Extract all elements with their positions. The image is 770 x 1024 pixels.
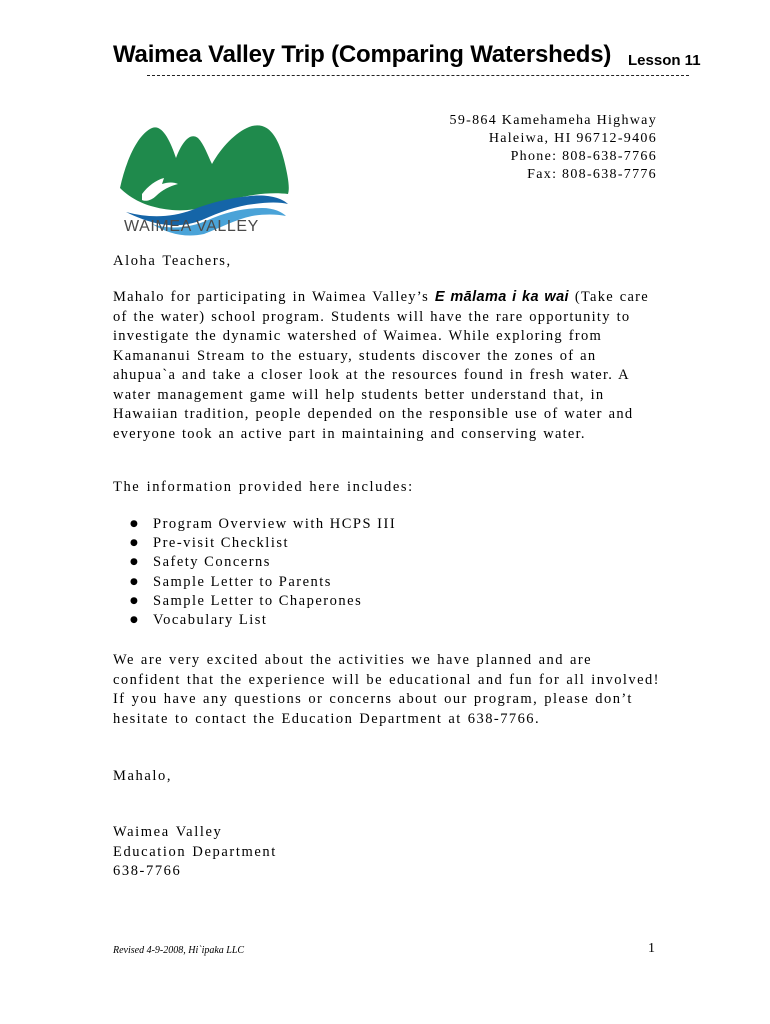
address-city: Haleiwa, HI 96712-9406 <box>488 131 657 146</box>
signature-block <box>113 823 663 882</box>
list-item: ● Vocabulary List <box>113 611 396 630</box>
list-item: ● Program Overview with HCPS III <box>113 515 396 534</box>
paragraph-1-rest: (Take care of the water) school program. Students will have the rare opportunity to investigate the dynamic watershed of Waimea. While exploring from Kamananui Stream to the estuary, students discover the zones of an ahupua`a and take a closer look at the resources found in fresh water. A water management game will help students better understand that, in Hawaiian tradition, people depended on the responsible use of water and everyone took an active part in maintaining and conserving water. <box>113 289 649 442</box>
lesson-label: Lesson 11 <box>628 52 701 69</box>
list-intro: The information provided here includes: <box>113 479 414 495</box>
list-item: ● Pre-visit Checklist <box>113 534 396 553</box>
address-street: 59-864 Kamehameha Highway <box>449 113 657 128</box>
address-fax: Fax: 808-638-7776 <box>527 167 657 182</box>
logo-wordmark: WAIMEA VALLEY <box>124 218 259 235</box>
letter-paragraph-2: We are very excited about the activities we have planned and are confident that the experience will be educational and fun for all involved! If you have any questions or concerns about our program, please don’t hesitate to contact the Education Department at 638-7766. <box>113 652 660 727</box>
revision-note: Revised 4-9-2008, Hi`ipaka LLC <box>113 945 245 956</box>
header-divider <box>147 75 689 76</box>
bullet-icon: ● <box>130 519 138 529</box>
address-block <box>450 112 657 184</box>
page-number: 1 <box>648 941 655 956</box>
included-items-list <box>113 515 396 630</box>
letter-closing: Mahalo, <box>113 768 173 784</box>
bullet-icon: ● <box>130 595 138 606</box>
bullet-icon: ● <box>130 538 138 549</box>
letter-greeting: Aloha Teachers, <box>113 253 232 269</box>
list-item: ● Sample Letter to Parents <box>113 573 396 592</box>
signature-organization: Waimea Valley <box>113 824 223 840</box>
letter-paragraph-1 <box>113 288 663 444</box>
bullet-icon: ● <box>130 615 138 626</box>
bullet-icon: ● <box>130 557 138 568</box>
document-title: Waimea Valley Trip (Comparing Watersheds) <box>113 41 612 68</box>
paragraph-1-start: Mahalo for participating in Waimea Valley’s <box>113 289 435 305</box>
signature-department: Education Department <box>113 843 277 860</box>
address-phone: Phone: 808-638-7766 <box>510 149 657 164</box>
list-item: ● Safety Concerns <box>113 553 396 572</box>
bullet-icon: ● <box>130 576 138 587</box>
list-item: ● Sample Letter to Chaperones <box>113 592 396 611</box>
program-name: E mālama i ka wai <box>434 289 569 305</box>
signature-phone: 638-7766 <box>113 863 182 879</box>
